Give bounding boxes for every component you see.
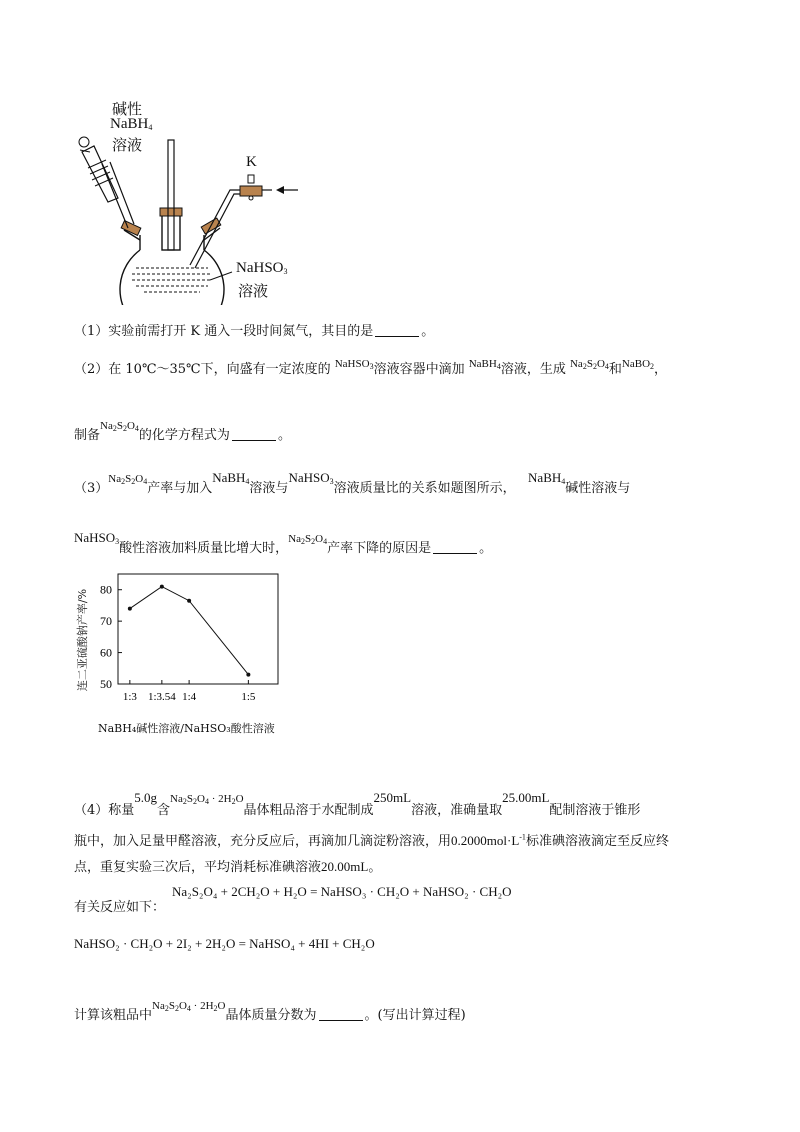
equation-1: Na₂S₂O₄ + 2CH₂O + H₂O = NaHSO₃ · CH₂O + NaHSO₂ · CH₂O bbox=[172, 884, 512, 899]
question-2-line-1: （2）在 10℃～35℃下，向盛有一定浓度的 $^{NaHSO_3}$溶液容器中滴加 $^{NaBH_4}$溶液，生成 $^{Na_2S_2O_4}$和$^{NaBO_2}$， bbox=[74, 358, 668, 377]
question-4-line-4: 有关反应如下： bbox=[74, 900, 166, 915]
chart-ytick-label: 70 bbox=[100, 614, 112, 629]
yield-chart bbox=[74, 568, 314, 744]
funnel-label-2: NaBH$_4$ bbox=[110, 116, 153, 132]
question-4-last-line: 计算该粗品中$^{Na_2S_2O_4 \cdot 2H_2O}$晶体质量分数为 。(写出计算过程) bbox=[74, 1000, 466, 1023]
chart-xtick-label: 1:3 bbox=[122, 691, 137, 703]
chart-point bbox=[246, 673, 250, 677]
funnel-label-1: 碱性 bbox=[112, 100, 143, 118]
chart-frame bbox=[118, 574, 278, 684]
question-1: （1）实验前需打开 K 通入一段时间氮气，其目的是 。 bbox=[74, 324, 435, 339]
question-3-line-2: NaHSO$_3$酸性溶液加料质量比增大时，$^{Na_2S_2O_4}$产率下降的原因是 。 bbox=[74, 530, 493, 556]
formula-na2s2o4: Na2S2O4 bbox=[569, 358, 609, 371]
chart-point bbox=[128, 607, 132, 611]
question-4-line-3: 点，重复实验三次后，平均消耗标准碘溶液20.00mL。 bbox=[74, 859, 382, 875]
chart-xlabel: NaBH₄碱性溶液/NaHSO₃酸性溶液 bbox=[98, 722, 275, 735]
chart-ylabel-box bbox=[74, 572, 88, 712]
flask-label-1: NaHSO$_3$ bbox=[236, 260, 288, 276]
chart-ytick-label: 80 bbox=[100, 582, 112, 597]
apparatus-diagram bbox=[60, 90, 320, 305]
yield-chart-svg bbox=[74, 568, 314, 718]
funnel-label-3: 溶液 bbox=[112, 136, 143, 154]
equation-2: NaHSO₂ · CH₂O + 2I₂ + 2H₂O = NaHSO₄ + 4HI + CH₂O bbox=[74, 936, 375, 951]
chart-ytick-label: 60 bbox=[100, 645, 112, 660]
question-4-line-2: 瓶中，加入足量甲醛溶液，充分反应后，再滴加几滴淀粉溶液，用$0.2000mol\cdot L^{-1}$标准碘溶液滴定至反应终 bbox=[74, 832, 669, 849]
valve-label: K bbox=[246, 154, 257, 170]
chart-ylabel: 连二亚硫酸钠产率/% bbox=[76, 588, 89, 692]
chart-point bbox=[160, 585, 164, 589]
chart-xtick-label: 1:4 bbox=[182, 691, 197, 703]
question-2-line-2: 制备$^{Na_2S_2O_4}$的化学方程式为 。 bbox=[74, 420, 291, 443]
question-4-line-1: （4）称量5.0g含$^{Na_2S_2O_4 \cdot 2H_2O}$晶体粗品溶于水配制成250mL溶液，准确量取25.00mL配制溶液于锥形 bbox=[74, 790, 641, 818]
chart-point bbox=[187, 599, 191, 603]
chart-ytick-label: 50 bbox=[100, 677, 112, 691]
flask-label-2: 溶液 bbox=[238, 282, 269, 300]
question-3-line-1: $(3)^{Na_2S_2O_4}$产率与加入NaBH$_4$溶液与NaHSO$_3$溶液质量比的关系如题图所示， NaBH$_4$碱性溶液与 bbox=[74, 470, 631, 496]
chart-xtick-label: 1:3.54 bbox=[147, 691, 176, 703]
chart-xtick-label: 1:5 bbox=[241, 691, 256, 703]
